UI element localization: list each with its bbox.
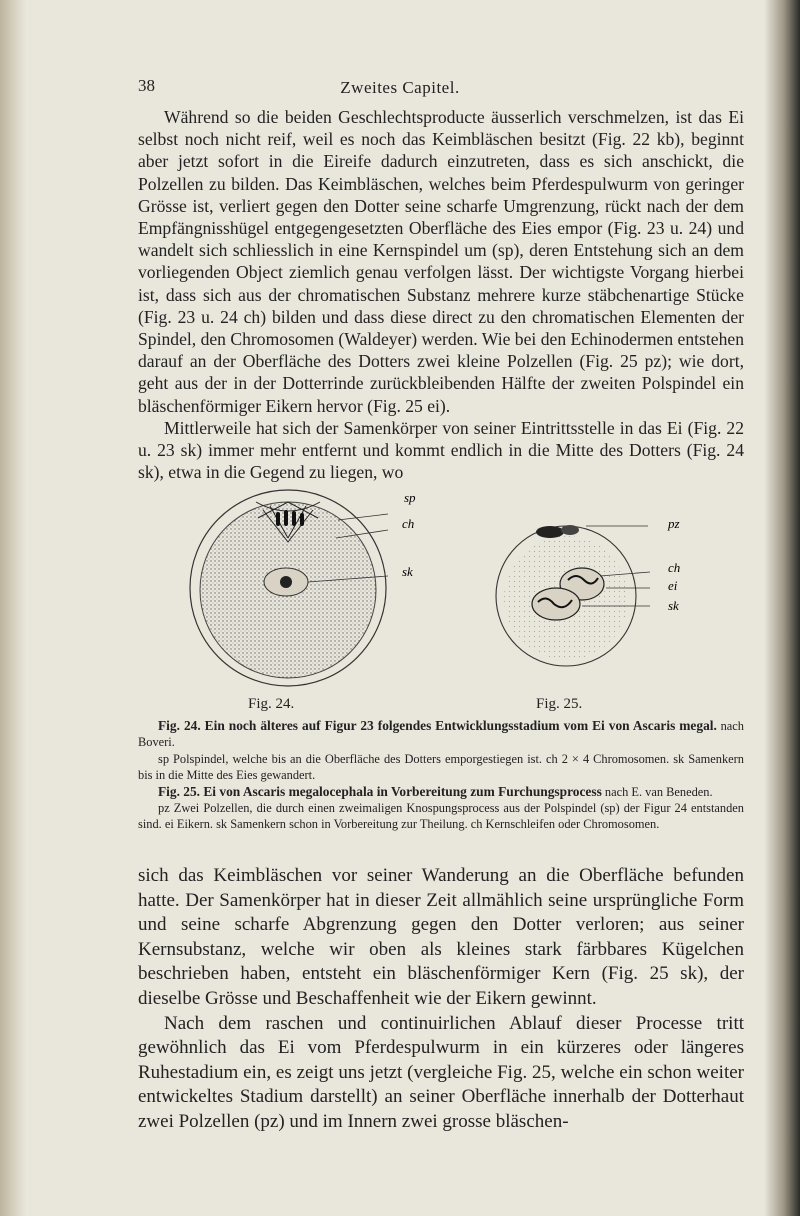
paragraph: Nach dem raschen und continuirlichen Ablauf dieser Processe tritt gewöhnlich das Ei vom Pferdespulwurm in ein kürzeres oder längeres Ruhestadium ein, es zeigt uns jetzt (vergleiche Fig. 25, welche ein schon weiter entwickeltes Stadium darstellt) an seiner Oberfläche innerhalb der Dotterhaut zwei Polzellen (pz) und im Innern zwei grosse bläschen- <box>138 1012 744 1132</box>
paragraph: Mittlerweile hat sich der Samenkörper von seiner Eintrittsstelle in das Ei (Fig. 22 u. 23 sk) immer mehr entfernt und kommt endlich in die Mitte des Dotters (Fig. 24 sk), etwa in die Gegend zu liegen, wo <box>138 417 744 483</box>
legend-fig25-title: Fig. 25. Ei von Ascaris megalocephala in Vorbereitung zum Furchungsprocess <box>158 783 602 799</box>
fig25-label-sk: sk <box>668 598 679 613</box>
scan-right-edge <box>764 0 800 1216</box>
paragraph: Während so die beiden Geschlechtsproducte äusserlich verschmelzen, ist das Ei selbst noch nicht reif, weil es noch das Keimbläschen besitzt (Fig. 22 kb), beginnt aber jetzt sofort in die Eireife dadurch einzutreten, dass es sich anschickt, die Polzellen zu bilden. Das Keimbläschen, welches beim Pferdespulwurm von geringer Grösse ist, verliert gegen den Dotter seine scharfe Umgrenzung, rückt nach der dem Empfängnisshügel entgegengesetzten Oberfläche des Eies empor (Fig. 23 u. 24) und wandelt sich schliesslich in eine Kernspindel um (sp), deren Entstehung sich an dem vorliegenden Object ziemlich genau verfolgen lässt. Der wichtigste Vorgang hierbei ist, dass sich aus der chromatischen Substanz mehrere kurze stäbchenartige Stücke (Fig. 23 u. 24 ch) bilden und dass diese direct zu den chromatischen Elementen der Spindel, den Chromosomen (Waldeyer) werden. Wie bei den Echinodermen entstehen darauf an der Oberfläche des Dotters zwei kleine Polzellen (Fig. 25 pz); wie dort, geht aus der in der Dotterrinde zurückbleibenden Hälfte der zweiten Polspindel ein bläschenförmiger Eikern hervor (Fig. 25 ei). <box>138 107 744 416</box>
body-text-top <box>138 106 744 483</box>
legend-fig24-details: sp Polspindel, welche bis an die Oberfläche des Dotters emporgestiegen ist. ch 2 × 4 Chromosomen. sk Samenkern bis in die Mitte des Eies gewandert. <box>138 751 744 783</box>
fig24-label-ch: ch <box>402 516 415 531</box>
page-number: 38 <box>138 76 155 95</box>
legend-fig25-details: pz Zwei Polzellen, die durch einen zweimaligen Knospungsprocess aus der Polspindel (sp) der Figur 24 entstanden sind. ei Eikern. sk Samenkern schon in Vorbereitung zur Theilung. ch Kernschleifen oder Chromosomen. <box>138 801 744 832</box>
fig24-caption: Fig. 24. <box>248 696 295 712</box>
figures-svg <box>138 480 744 690</box>
legend-fig25-source: nach E. van Beneden. <box>604 784 713 799</box>
running-head: Zweites Capitel. <box>340 78 460 97</box>
fig25-drawing <box>496 525 650 666</box>
fig24-sperm-nucleus <box>264 568 308 596</box>
figures-area <box>138 480 744 690</box>
legend-fig24-title: Fig. 24. Ein noch älteres auf Figur 23 folgendes Entwicklungsstadium vom Ei von Ascaris megal. <box>158 718 717 733</box>
fig25-sperm-nucleus <box>532 588 580 620</box>
fig25-caption: Fig. 25. <box>536 696 583 712</box>
fig25-label-ch: ch <box>668 560 681 575</box>
legend-fig24-source: nach Boveri. <box>138 719 744 750</box>
fig24-label-sp: sp <box>404 490 416 505</box>
fig24-drawing <box>190 490 388 686</box>
fig25-label-pz: pz <box>668 516 680 531</box>
fig25-label-ei: ei <box>668 578 678 593</box>
paragraph: sich das Keimbläschen vor seiner Wanderung an die Oberfläche befunden hatte. Der Samenkörper hat in dieser Zeit allmählich seine ursprüngliche Form und seine scharfe Abgrenzung gegen den Dotter verloren; aus seiner Kernsubstanz, welche wir oben als kleines stark färbbares Kügelchen beschrieben haben, entsteht ein bläschenförmiger Kern (Fig. 25 sk), der dieselbe Grösse und Beschaffenheit wie der Eikern gewinnt. <box>138 865 744 1009</box>
fig25-polar-bodies <box>536 525 579 538</box>
fig24-label-sk: sk <box>402 564 413 579</box>
scan-left-edge <box>0 0 26 1216</box>
figure-legend <box>138 718 744 833</box>
body-text-bottom <box>138 864 744 1135</box>
